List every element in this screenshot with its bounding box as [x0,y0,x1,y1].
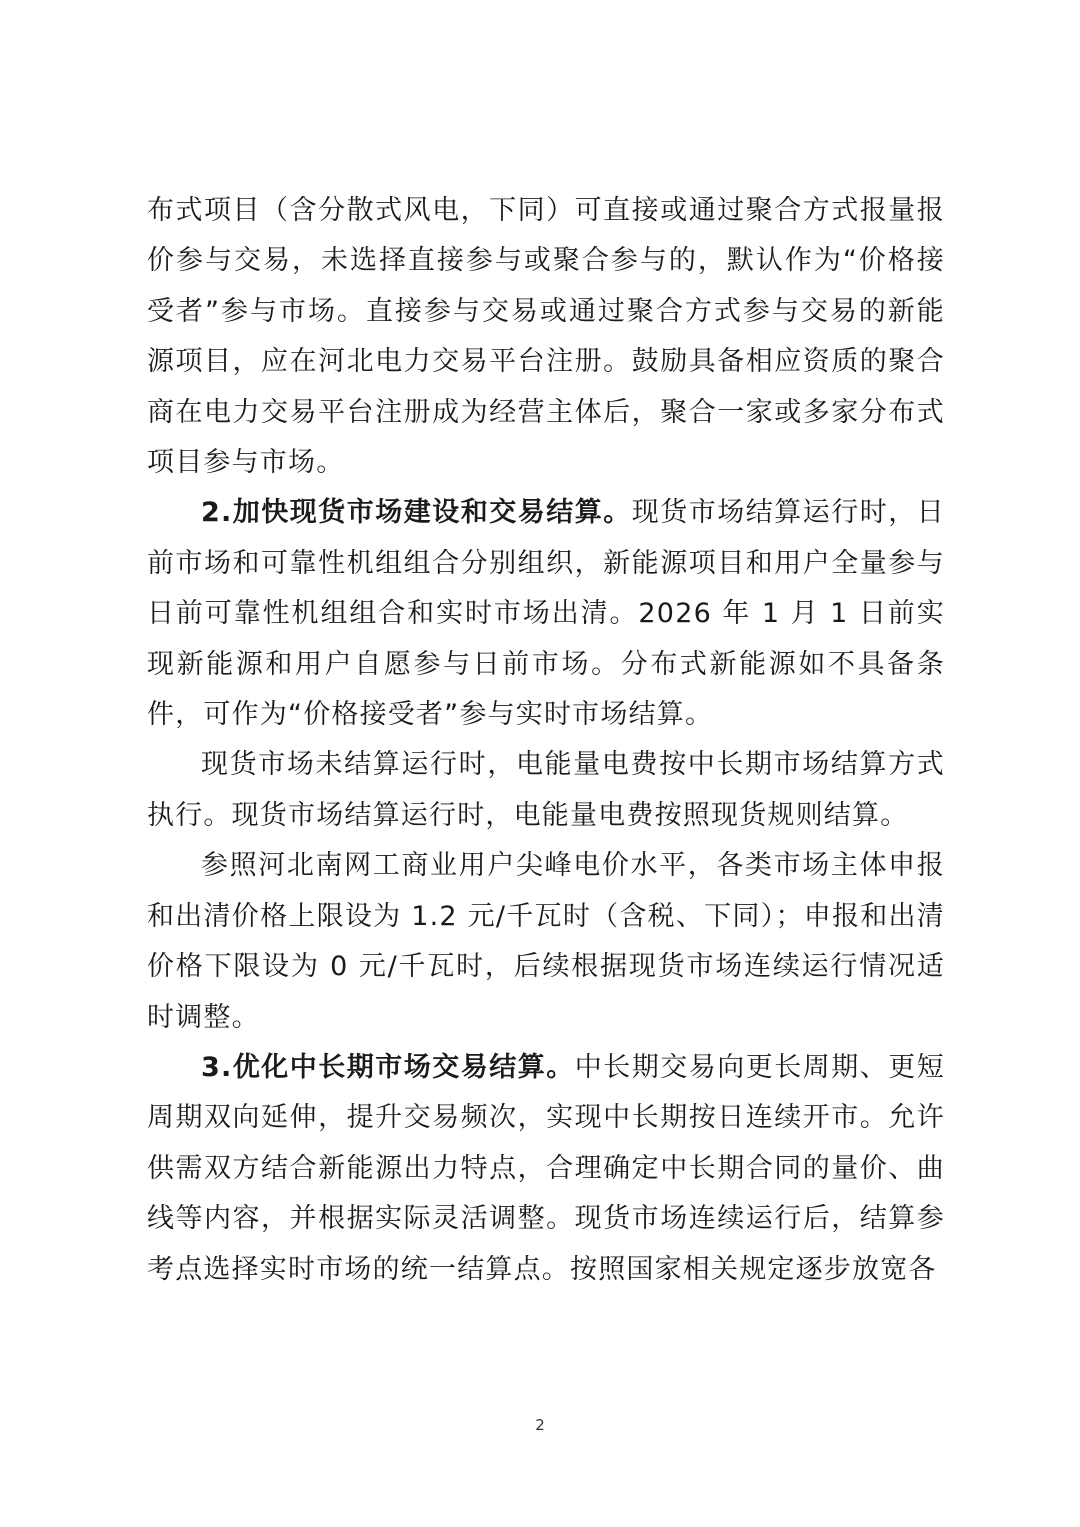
section-heading: 2.加快现货市场建设和交易结算。 [201,497,632,529]
paragraph-settlement [147,740,945,841]
paragraph-section-2 [147,488,945,740]
paragraph-price-limits [147,841,945,1043]
paragraph-continuation [147,186,945,488]
page-number: 2 [535,1416,545,1434]
document-body [147,186,945,1295]
paragraph-text: 中长期交易向更长周期、更短周期双向延伸，提升交易频次，实现中长期按日连续开市。允许供需双方结合新能源出力特点，合理确定中长期合同的量价、曲线等内容，并根据实际灵活调整。现货市场连续运行后，结算参考点选择实时市场的统一结算点。按照国家相关规定逐步放宽各 [147,1051,946,1285]
paragraph-text: 参照河北南网工商业用户尖峰电价水平，各类市场主体申报和出清价格上限设为 1.2 元/千瓦时（含税、下同）；申报和出清价格下限设为 0 元/千瓦时，后续根据现货市场连续运行情况适时调整。 [147,850,945,1033]
paragraph-text: 现货市场未结算运行时，电能量电费按中长期市场结算方式执行。现货市场结算运行时，电能量电费按照现货规则结算。 [147,749,945,831]
paragraph-section-3 [147,1043,945,1295]
section-heading: 3.优化中长期市场交易结算。 [201,1051,575,1083]
paragraph-text: 布式项目（含分散式风电，下同）可直接或通过聚合方式报量报价参与交易，未选择直接参与或聚合参与的，默认作为“价格接受者”参与市场。直接参与交易或通过聚合方式参与交易的新能源项目，应在河北电力交易平台注册。鼓励具备相应资质的聚合商在电力交易平台注册成为经营主体后，聚合一家或多家分布式项目参与市场。 [147,195,945,479]
paragraph-text: 现货市场结算运行时，日前市场和可靠性机组组合分别组织，新能源项目和用户全量参与日前可靠性机组组合和实时市场出清。2026 年 1 月 1 日前实现新能源和用户自愿参与日前市场。分布式新能源如不具备条件，可作为“价格接受者”参与实时市场结算。 [147,497,945,731]
